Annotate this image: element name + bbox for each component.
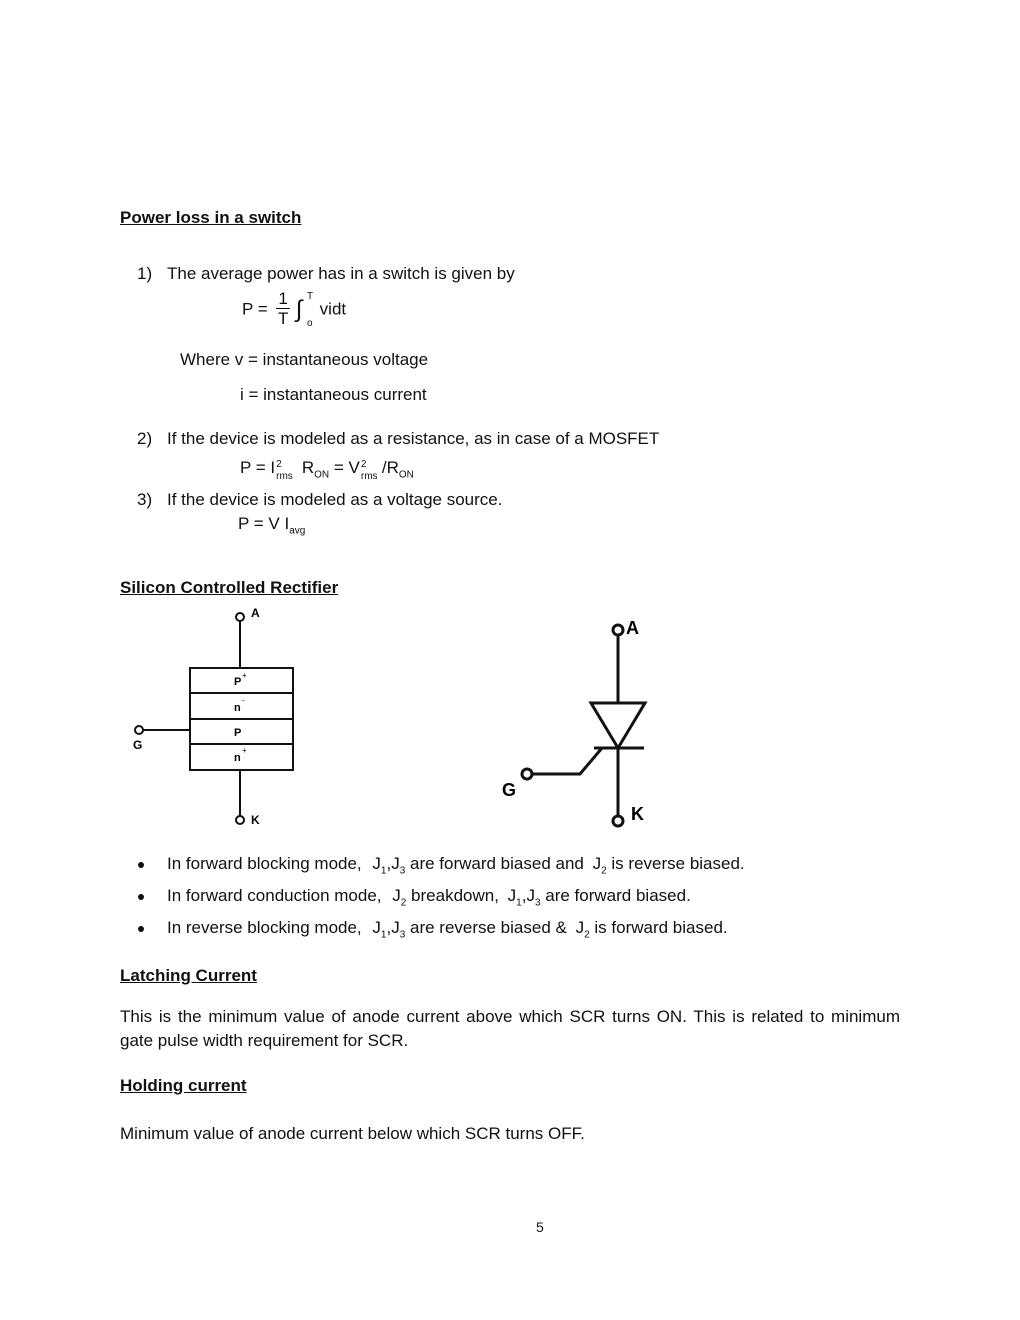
bullet-2-j-a: J [392, 886, 401, 905]
formula-lhs: P = [242, 299, 268, 319]
bullet-3-sub-b: 3 [399, 929, 406, 941]
heading-holding-current: Holding current [120, 1076, 247, 1095]
fraction-numerator: 1 [278, 289, 288, 308]
latching-current-text: This is the minimum value of anode current above which SCR turns ON. This is related to minimum gate pulse width requirement for SCR. [120, 1007, 900, 1050]
symbol-cathode-terminal-icon [613, 816, 623, 826]
bullet-2-j-b: J [507, 886, 517, 905]
bullet-1-j-a: J [372, 854, 381, 873]
item-1-number: 1) [137, 264, 153, 283]
bullet-3-post: is forward biased. [594, 918, 728, 937]
bullet-3-j-b: J [391, 918, 400, 937]
subscript-on-b: ON [398, 469, 414, 481]
symbol-gate-label: G [502, 780, 517, 800]
holding-current-text: Minimum value of anode current below which SCR turns OFF. [120, 1124, 585, 1143]
where-voltage: Where v = instantaneous voltage [180, 350, 429, 369]
formula-voltage-source [238, 514, 306, 537]
gate-label: G [133, 738, 143, 752]
bullet-1-sub-a: 1 [380, 865, 387, 877]
scr-circuit-symbol [498, 612, 658, 834]
formula-p-vi: P = V I [238, 514, 290, 533]
subscript-avg: avg [289, 525, 306, 537]
integral-limits [306, 290, 315, 329]
bullet-1-sub-b: 3 [399, 865, 406, 877]
symbol-gate-lead [532, 748, 602, 774]
bullet-reverse-blocking [167, 918, 728, 941]
bullet-1-j-b: J [391, 854, 400, 873]
bullet-1-mid: are forward biased and [409, 854, 584, 873]
heading-latching-current: Latching Current [120, 966, 257, 985]
layer-n-minus: n [234, 702, 241, 714]
formula-r: R [301, 458, 315, 477]
gate-terminal-icon [135, 726, 143, 734]
layer-n-plus-sup: + [242, 746, 247, 755]
bullet-2-sub-c: 3 [534, 897, 541, 909]
bullet-1-post: is reverse biased. [611, 854, 745, 873]
formula-average-power [242, 290, 346, 334]
page-number: 5 [536, 1219, 544, 1235]
bullet-1-j-c: J [592, 854, 602, 873]
fraction-denominator: T [277, 309, 289, 328]
heading-power-loss: Power loss in a switch [120, 208, 302, 227]
subscript-rms: rms [276, 471, 293, 482]
bullet-dot-1 [138, 862, 144, 868]
layer-p: P [234, 727, 242, 739]
bullet-2-j-c: J [526, 886, 535, 905]
cathode-terminal-icon [236, 816, 244, 824]
item-2-text: If the device is modeled as a resistance, as in case of a MOSFET [167, 429, 660, 448]
integral-lower-limit: o [306, 317, 313, 329]
superscript-2: 2 [276, 459, 282, 470]
bullet-3-sub-a: 1 [380, 929, 387, 941]
where-current: i = instantaneous current [240, 385, 427, 404]
symbol-gate-terminal-icon [522, 769, 532, 779]
bullet-dot-2 [138, 894, 144, 900]
heading-scr: Silicon Controlled Rectifier [120, 578, 339, 597]
integral-sign-icon: ∫ [295, 295, 303, 323]
bullet-3-comma: , [386, 918, 392, 937]
cathode-label: K [251, 813, 260, 827]
rms-script-1 [275, 459, 297, 482]
symbol-cathode-label: K [631, 804, 644, 824]
diode-triangle-icon [591, 703, 645, 748]
item-3-number: 3) [137, 490, 153, 509]
formula-integrand: vidt [319, 299, 347, 319]
bullet-2-post: are forward biased. [545, 886, 691, 905]
bullet-3-mid: are reverse biased & [409, 918, 567, 937]
scr-structure-diagram [128, 604, 308, 832]
item-1-text: The average power has in a switch is given by [167, 264, 515, 283]
bullet-3-sub-c: 2 [584, 929, 590, 941]
bullet-1-pre: In forward blocking mode, [167, 854, 362, 873]
bullet-2-pre: In forward conduction mode, [167, 886, 382, 905]
bullet-3-pre: In reverse blocking mode, [167, 918, 362, 937]
bullet-3-j-a: J [372, 918, 381, 937]
bullet-2-sub-a: 2 [400, 897, 407, 909]
symbol-anode-label: A [626, 618, 639, 638]
formula-slash-r: /R [381, 458, 399, 477]
bullet-1-comma: , [386, 854, 392, 873]
layer-n-minus-sup: - [242, 696, 245, 705]
symbol-anode-terminal-icon [613, 625, 623, 635]
bullet-dot-3 [138, 926, 144, 932]
bullet-1-sub-c: 2 [601, 865, 607, 877]
anode-label: A [251, 606, 260, 620]
formula-fraction [276, 290, 289, 329]
bullet-2-sub-b: 1 [516, 897, 522, 909]
bullet-forward-conduction [167, 886, 691, 909]
formula-eq-v: = V [333, 458, 360, 477]
layer-p-plus-sup: + [242, 671, 247, 680]
bullet-2-comma: , [521, 886, 527, 905]
rms-script-2 [360, 459, 382, 482]
subscript-rms-b: rms [360, 471, 378, 482]
item-2-number: 2) [137, 429, 153, 448]
bullet-2-mid: breakdown, [411, 886, 499, 905]
formula-resistance [240, 458, 414, 482]
superscript-2b: 2 [360, 459, 367, 470]
layer-n-plus: n [234, 752, 241, 764]
bullet-forward-blocking [167, 854, 745, 877]
item-3-text: If the device is modeled as a voltage source. [167, 490, 503, 509]
anode-terminal-icon [236, 613, 244, 621]
formula-p-i: P = I [240, 458, 276, 477]
layer-p-plus: P [234, 676, 242, 688]
bullet-3-j-c: J [575, 918, 585, 937]
subscript-on: ON [314, 469, 330, 481]
integral-upper-limit: T [306, 290, 314, 302]
